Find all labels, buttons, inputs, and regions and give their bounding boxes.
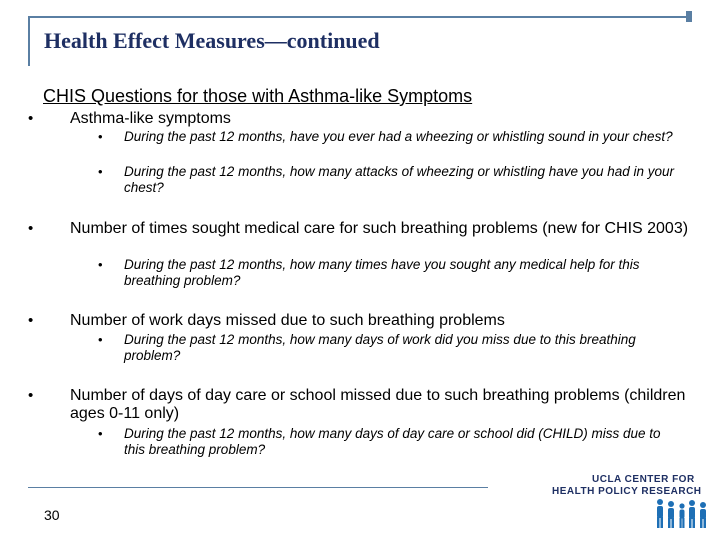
question-text: During the past 12 months, how many times have you sought any medical help for this breathing problem? (124, 257, 640, 288)
bullet-icon: • (98, 257, 103, 272)
question-text: During the past 12 months, how many attacks of wheezing or whistling have you had in your chest? (124, 164, 675, 195)
bullet-icon: • (98, 129, 103, 144)
section-heading: Number of days of day care or school missed due to such breathing problems (children ages 0-11 only) (70, 387, 686, 422)
page-number: 30 (44, 507, 60, 523)
slide-subtitle: CHIS Questions for those with Asthma-like Symptoms (43, 86, 473, 106)
logo-line-2: HEALTH POLICY RESEARCH (552, 486, 702, 497)
footer-rule (28, 487, 488, 488)
section-heading: Asthma-like symptoms (70, 110, 231, 127)
bullet-icon: • (28, 387, 34, 404)
bullet-icon: • (98, 426, 103, 441)
bullet-icon: • (28, 312, 34, 329)
header-left-rule (28, 16, 30, 66)
slide-title: Health Effect Measures—continued (44, 28, 380, 53)
bullet-icon: • (28, 220, 34, 237)
bullet-icon: • (98, 332, 103, 347)
header-rule (28, 16, 692, 18)
question-text: During the past 12 months, how many days of day care or school did (CHILD) miss due to this breathing problem? (124, 426, 661, 457)
question-text: During the past 12 months, how many days of work did you miss due to this breathing problem? (124, 332, 636, 363)
header-end-mark (686, 11, 692, 22)
section-heading: Number of work days missed due to such breathing problems (70, 312, 505, 329)
bullet-icon: • (98, 164, 103, 179)
ucla-chpr-logo (552, 474, 712, 530)
bullet-icon: • (28, 110, 34, 127)
logo-line-1: UCLA CENTER FOR (592, 474, 695, 485)
people-figures-icon (654, 498, 710, 530)
section-heading: Number of times sought medical care for such breathing problems (new for CHIS 2003) (70, 220, 689, 237)
question-text: During the past 12 months, have you ever had a wheezing or whistling sound in your chest? (124, 129, 673, 144)
